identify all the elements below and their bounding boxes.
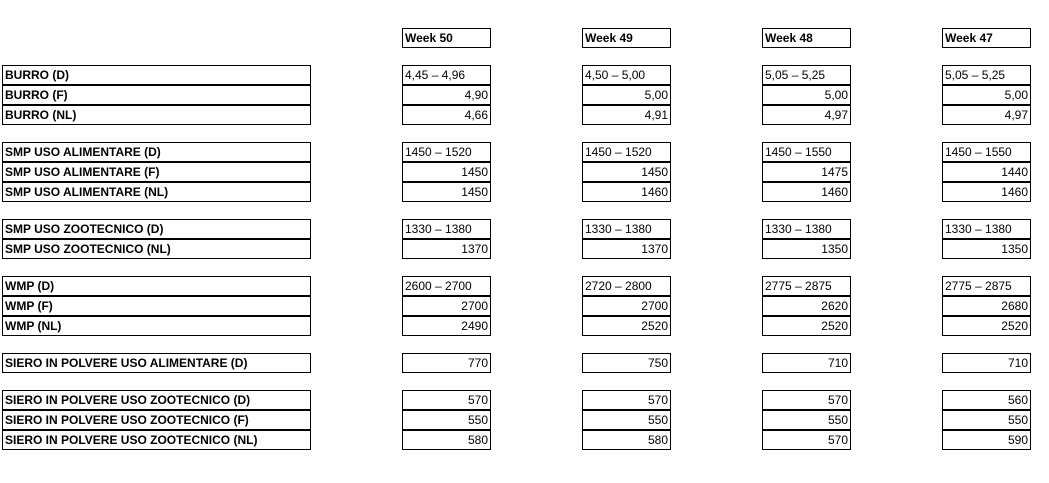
- value-cell: 4,90: [402, 85, 491, 105]
- value-cell: 1450 – 1550: [942, 142, 1031, 162]
- row-label: SIERO IN POLVERE USO ZOOTECNICO (D): [2, 390, 311, 410]
- value-cell: 580: [402, 430, 491, 450]
- row-label: SIERO IN POLVERE USO ZOOTECNICO (NL): [2, 430, 311, 450]
- row-label: SMP USO ALIMENTARE (F): [2, 162, 311, 182]
- row-label: BURRO (F): [2, 85, 311, 105]
- value-cell: 550: [762, 410, 851, 430]
- value-cell: 710: [942, 353, 1031, 373]
- value-cell: 4,66: [402, 105, 491, 125]
- value-cell: 550: [402, 410, 491, 430]
- value-cell: 590: [942, 430, 1031, 450]
- value-cell: 1450: [582, 162, 671, 182]
- value-cell: 550: [942, 410, 1031, 430]
- row-label: SMP USO ALIMENTARE (D): [2, 142, 311, 162]
- week-header: Week 49: [582, 28, 671, 48]
- value-cell: 570: [762, 430, 851, 450]
- value-cell: 4,91: [582, 105, 671, 125]
- value-cell: 1370: [582, 239, 671, 259]
- value-cell: 2775 – 2875: [762, 276, 851, 296]
- value-cell: 1330 – 1380: [402, 219, 491, 239]
- row-label: SIERO IN POLVERE USO ALIMENTARE (D): [2, 353, 311, 373]
- value-cell: 570: [402, 390, 491, 410]
- value-cell: 550: [582, 410, 671, 430]
- value-cell: 2700: [582, 296, 671, 316]
- week-header: Week 47: [942, 28, 1031, 48]
- value-cell: 770: [402, 353, 491, 373]
- week-header: Week 50: [402, 28, 491, 48]
- row-label: WMP (NL): [2, 316, 311, 336]
- value-cell: 1330 – 1380: [762, 219, 851, 239]
- value-cell: 2775 – 2875: [942, 276, 1031, 296]
- value-cell: 1450: [402, 162, 491, 182]
- value-cell: 1460: [942, 182, 1031, 202]
- value-cell: 1450: [402, 182, 491, 202]
- value-cell: 5,00: [762, 85, 851, 105]
- value-cell: 2520: [942, 316, 1031, 336]
- value-cell: 2490: [402, 316, 491, 336]
- value-cell: 560: [942, 390, 1031, 410]
- value-cell: 1460: [762, 182, 851, 202]
- value-cell: 1330 – 1380: [582, 219, 671, 239]
- row-label: BURRO (NL): [2, 105, 311, 125]
- value-cell: 2720 – 2800: [582, 276, 671, 296]
- value-cell: 4,97: [942, 105, 1031, 125]
- value-cell: 1475: [762, 162, 851, 182]
- value-cell: 580: [582, 430, 671, 450]
- value-cell: 1350: [762, 239, 851, 259]
- row-label: SMP USO ZOOTECNICO (NL): [2, 239, 311, 259]
- row-label: WMP (D): [2, 276, 311, 296]
- row-label: BURRO (D): [2, 65, 311, 85]
- value-cell: 4,45 – 4,96: [402, 65, 491, 85]
- value-cell: 4,97: [762, 105, 851, 125]
- row-label: SMP USO ALIMENTARE (NL): [2, 182, 311, 202]
- value-cell: 1450 – 1520: [582, 142, 671, 162]
- value-cell: 1350: [942, 239, 1031, 259]
- value-cell: 1370: [402, 239, 491, 259]
- value-cell: 1460: [582, 182, 671, 202]
- value-cell: 1450 – 1520: [402, 142, 491, 162]
- value-cell: 4,50 – 5,00: [582, 65, 671, 85]
- value-cell: 2520: [762, 316, 851, 336]
- value-cell: 2680: [942, 296, 1031, 316]
- value-cell: 750: [582, 353, 671, 373]
- value-cell: 5,05 – 5,25: [762, 65, 851, 85]
- value-cell: 5,05 – 5,25: [942, 65, 1031, 85]
- value-cell: 2600 – 2700: [402, 276, 491, 296]
- value-cell: 570: [762, 390, 851, 410]
- week-header: Week 48: [762, 28, 851, 48]
- row-label: WMP (F): [2, 296, 311, 316]
- value-cell: 1440: [942, 162, 1031, 182]
- value-cell: 2520: [582, 316, 671, 336]
- value-cell: 2620: [762, 296, 851, 316]
- value-cell: 710: [762, 353, 851, 373]
- value-cell: 1330 – 1380: [942, 219, 1031, 239]
- value-cell: 5,00: [942, 85, 1031, 105]
- value-cell: 570: [582, 390, 671, 410]
- value-cell: 5,00: [582, 85, 671, 105]
- row-label: SMP USO ZOOTECNICO (D): [2, 219, 311, 239]
- value-cell: 1450 – 1550: [762, 142, 851, 162]
- row-label: SIERO IN POLVERE USO ZOOTECNICO (F): [2, 410, 311, 430]
- value-cell: 2700: [402, 296, 491, 316]
